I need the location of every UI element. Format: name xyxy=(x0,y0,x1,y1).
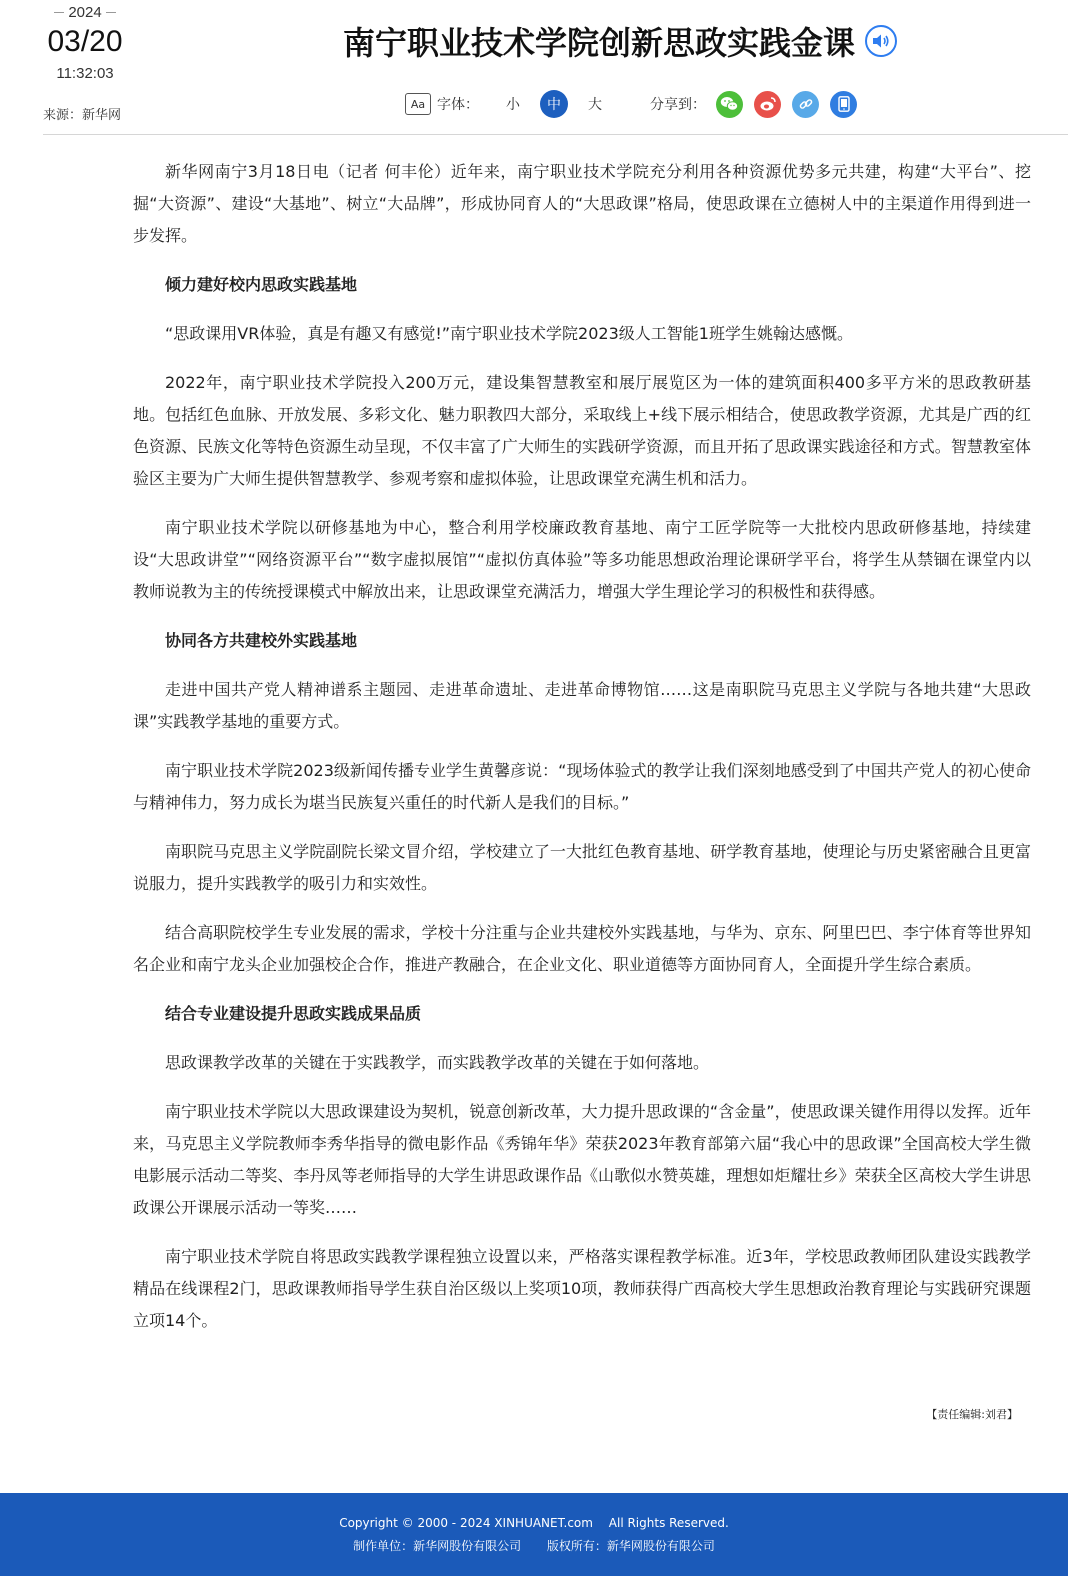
header-divider xyxy=(43,134,1068,135)
article-paragraph: 走进中国共产党人精神谱系主题园、走进革命遗址、走进革命博物馆……这是南职院马克思主义学院与各地共建“大思政课”实践教学基地的重要方式。 xyxy=(133,680,1031,731)
page-title: 南宁职业技术学院创新思政实践金课 xyxy=(342,24,855,62)
article-toolbar xyxy=(405,88,868,120)
article-paragraph: 南宁职业技术学院2023级新闻传播专业学生黄馨彦说：“现场体验式的教学让我们深刻地感受到了中国共产党人的初心使命与精神伟力，努力成长为堪当民族复兴重任的时代新人是我们的目标。” xyxy=(133,761,1031,812)
article-source xyxy=(43,104,121,123)
share-label: 分享到： xyxy=(650,97,706,113)
article-paragraph: 南宁职业技术学院自将思政实践教学课程独立设置以来，严格落实课程教学标准。近3年，学校思政教师团队建设实践教学精品在线课程2门，思政课教师指导学生获自治区级以上奖项10项，教师获得广西高校大学生思想政治教育理论与实践研究课题立项14个。 xyxy=(133,1247,1031,1330)
owner-text: 版权所有：新华网股份有限公司 xyxy=(546,1539,715,1553)
site-footer xyxy=(0,1493,1068,1576)
article-paragraph: 2022年，南宁职业技术学院投入200万元，建设集智慧教室和展厅展览区为一体的建筑面积400多平方米的思政教研基地。包括红色血脉、开放发展、多彩文化、魅力职教四大部分，采取线上+线下展示相结合，使思政教学资源，尤其是广西的红色资源、民族文化等特色资源生动呈现，不仅丰富了广大师生的实践研学资源，而且开拓了思政课实践途径和方式。智慧教室体验区主要为广大师生提供智慧教学、参观考察和虚拟体验，让思政课堂充满生机和活力。 xyxy=(133,373,1031,488)
wechat-icon xyxy=(720,96,739,112)
footer-credits xyxy=(0,1537,1068,1554)
font-size-large-button[interactable]: 大 xyxy=(588,97,602,113)
article-paragraph: 南宁职业技术学院以大思政课建设为契机，锐意创新改革，大力提升思政课的“含金量”，使思政课关键作用得以发挥。近年来，马克思主义学院教师李秀华指导的微电影作品《秀锦年华》荣获2023年教育部第六届“我心中的思政课”全国高校大学生微电影展示活动二等奖、李丹凤等老师指导的大学生讲思政课作品《山歌似水赞英雄，理想如炬耀壮乡》荣获全区高校大学生讲思政课公开课展示活动一等奖…… xyxy=(133,1102,1031,1217)
speaker-icon xyxy=(872,33,890,49)
divider xyxy=(106,12,116,13)
link-icon xyxy=(798,96,814,112)
font-size-label: 字体： xyxy=(437,97,479,113)
publish-time: 11:32:03 xyxy=(56,65,114,82)
source-name: 新华网 xyxy=(82,108,122,123)
source-label: 来源： xyxy=(43,108,83,123)
section-heading: 协同各方共建校外实践基地 xyxy=(165,631,358,650)
font-size-icon: Aa xyxy=(405,93,431,115)
article-paragraph: 结合高职院校学生专业发展的需求，学校十分注重与企业共建校外实践基地，与华为、京东、阿里巴巴、李宁体育等世界知名企业和南宁龙头企业加强校企合作，推进产教融合，在企业文化、职业道德等方面协同育人，全面提升学生综合素质。 xyxy=(133,923,1031,974)
year-line xyxy=(40,4,130,21)
font-size-small-button[interactable]: 小 xyxy=(506,97,520,113)
article-body xyxy=(133,156,1031,1354)
audio-play-button[interactable] xyxy=(865,25,897,57)
weibo-icon xyxy=(759,96,777,112)
article-paragraph: 思政课教学改革的关键在于实践教学，而实践教学改革的关键在于如何落地。 xyxy=(165,1053,710,1072)
share-wechat-button[interactable] xyxy=(716,91,743,118)
publish-year: 2024 xyxy=(68,4,102,21)
article-paragraph: 南职院马克思主义学院副院长梁文冒介绍，学校建立了一大批红色教育基地、研学教育基地，使理论与历史紧密融合且更富说服力，提升实践教学的吸引力和实效性。 xyxy=(133,842,1031,893)
article-paragraph: 新华网南宁3月18日电（记者 何丰伦）近年来，南宁职业技术学院充分利用各种资源优势多元共建，构建“大平台”、挖掘“大资源”、建设“大基地”、树立“大品牌”，形成协同育人的“大思政课”格局，使思政课在立德树人中的主渠道作用得到进一步发挥。 xyxy=(133,162,1031,245)
section-heading: 结合专业建设提升思政实践成果品质 xyxy=(165,1004,422,1023)
copyright-text: Copyright © 2000 - 2024 XINHUANET.com All Rights Reserved. xyxy=(339,1516,729,1530)
share-mobile-button[interactable] xyxy=(830,91,857,118)
responsible-editor: 【责任编辑:刘君】 xyxy=(926,1408,1018,1421)
publish-date-block xyxy=(40,4,130,82)
share-weibo-button[interactable] xyxy=(754,91,781,118)
article-paragraph: “思政课用VR体验，真是有趣又有感觉!”南宁职业技术学院2023级人工智能1班学生姚翰达感慨。 xyxy=(165,324,853,343)
share-link-button[interactable] xyxy=(792,91,819,118)
title-bar xyxy=(180,18,1060,64)
divider xyxy=(54,12,64,13)
publish-date: 03/20 xyxy=(47,25,123,58)
producer-text: 制作单位：新华网股份有限公司 xyxy=(353,1539,522,1553)
section-heading: 倾力建好校内思政实践基地 xyxy=(165,275,358,294)
mobile-icon xyxy=(838,96,850,112)
article-paragraph: 南宁职业技术学院以研修基地为中心，整合利用学校廉政教育基地、南宁工匠学院等一大批校内思政研修基地，持续建设“大思政讲堂”“网络资源平台”“数字虚拟展馆”“虚拟仿真体验”等多功能思想政治理论课研学平台，将学生从禁锢在课堂内以教师说教为主的传统授课模式中解放出来，让思政课堂充满活力，增强大学生理论学习的积极性和获得感。 xyxy=(133,518,1031,601)
font-size-medium-button[interactable]: 中 xyxy=(540,90,568,118)
